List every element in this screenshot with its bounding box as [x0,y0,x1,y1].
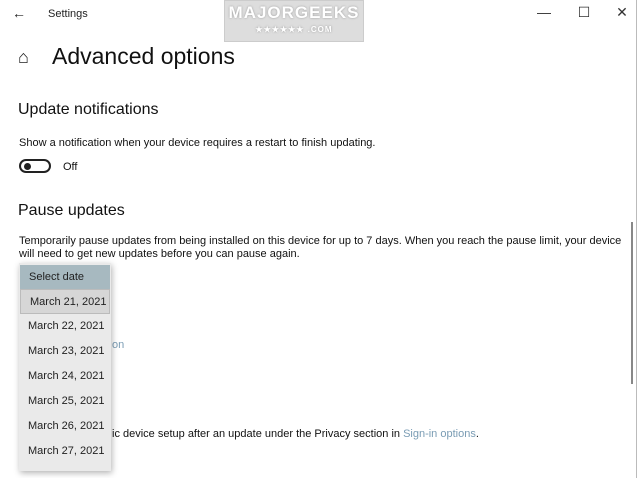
pause-updates-description: Temporarily pause updates from being installed on this device for up to 7 days. When you reach the pause limit, your device will need to get new updates before you can pause again. [19,235,622,260]
dropdown-option[interactable]: March 27, 2021 [28,445,105,457]
dropdown-option[interactable]: March 23, 2021 [28,345,105,357]
page-title: Advanced options [52,43,235,69]
dropdown-option[interactable]: March 22, 2021 [28,320,105,332]
home-icon[interactable]: ⌂ [18,47,29,67]
window-border [636,0,637,478]
signin-options-link[interactable]: Sign-in options [403,428,476,440]
back-arrow-icon[interactable]: ← [12,5,26,21]
maximize-button[interactable]: ☐ [577,4,591,20]
dropdown-option[interactable]: March 24, 2021 [28,370,105,382]
watermark-sub: ★★★★★★ .COM [255,25,333,34]
notification-toggle[interactable] [19,159,51,173]
period: . [475,428,479,440]
dropdown-option[interactable]: March 26, 2021 [28,420,105,432]
signin-description [112,428,479,441]
pause-updates-heading: Pause updates [18,202,125,219]
scrollbar[interactable] [631,222,633,384]
dropdown-option[interactable]: March 25, 2021 [28,395,105,407]
close-button[interactable]: ✕ [616,4,628,20]
partial-link[interactable]: on [112,339,125,351]
app-title: Settings [48,8,88,20]
title-bar [0,0,640,34]
watermark-logo [224,0,364,42]
dropdown-option[interactable]: March 21, 2021 [20,289,110,314]
toggle-state-label: Off [63,161,78,173]
update-notifications-heading: Update notifications [18,101,159,118]
minimize-button[interactable]: — [537,4,551,20]
signin-text: ic device setup after an update under the Privacy section in [112,428,404,440]
watermark-text: MAJORGEEKS [228,3,360,22]
update-notifications-description: Show a notification when your device requires a restart to finish updating. [19,137,376,149]
pause-date-dropdown[interactable] [19,263,111,471]
dropdown-header[interactable]: Select date [20,265,110,289]
